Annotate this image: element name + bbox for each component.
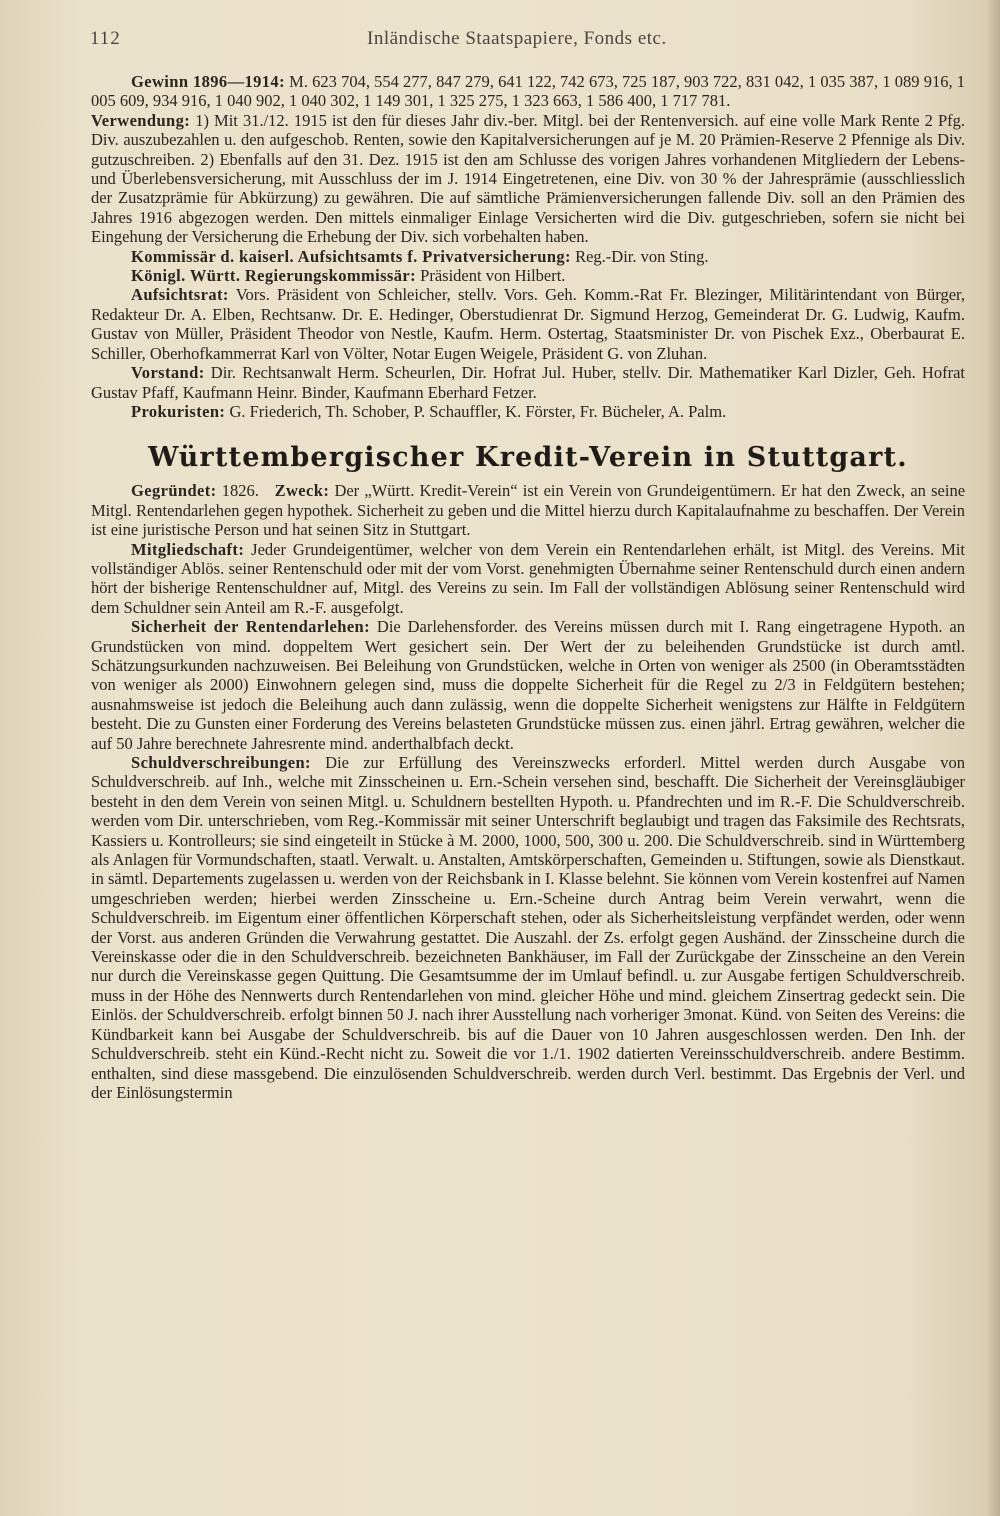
page-header	[90, 28, 970, 56]
vorstand-paragraph	[91, 363, 965, 402]
schuldverschreibungen-label: Schuldverschreibungen:	[131, 753, 311, 772]
schuldverschreibungen-text: Die zur Erfüllung des Vereinszwecks erforderl. Mittel werden durch Ausgabe von Schuldverschreib. auf Inh., welche mit Zinsscheinen u. Ern.-Schein versehen sind, beschafft. Die Sicherheit der Vereinsgläubiger besteht in den dem Verein von seinen Mitgl. u. Schuldnern bestellten Hypoth. u. Pfandrechten und im R.-F. Die Schuldverschreib. werden vom Dir. unterschrieben, vom Reg.-Kommissär mit seiner Unterschrift beglaubigt und tragen das Faksimile des Rechtsrats, Kassiers u. Kontrolleurs; sie sind eingeteilt in Stücke à M. 2000, 1000, 500, 300 u. 200. Die Schuldverschreib. sind in Württemberg als Anlagen für Vormundschaften, staatl. Verwalt. u. Anstalten, Amtskörperschaften, Gemeinden u. Stiftungen, sowie als Dienstkaut. in sämtl. Departements zugelassen u. werden von der Reichsbank in I. Klasse belehnt. Sie können vom Verein kostenfrei auf Namen umgeschrieben werden; hierbei werden Zinsscheine u. Ern.-Scheine durch Antrag beim Verein verwahrt, wenn die Schuldverschreib. im Eigentum einer öffentlichen Körperschaft stehen, oder als Sicherheitsleistung verpfändet werden, oder wenn der Vorst. aus anderen Gründen die Verwahrung gestattet. Die Auszahl. der Zs. erfolgt gegen Aushänd. der Zinsscheine durch die Vereinskasse oder die in den Schuldverschreib. bezeichneten Bankhäuser, im Fall der Zurückgabe der Zinsscheine an den Verein nur durch die Vereinskasse gegen Quittung. Die Gesamtsumme der im Umlauf befindl. u. zur Ausgabe fertigen Schuldverschreib. muss in der Höhe des Nennwerts durch Rentendarlehen von mind. gleicher Höhe und mind. gleichem Zinsertrag gedeckt sein. Die Einlös. der Schuldverschreib. erfolgt binnen 50 J. nach ihrer Ausstellung nach vorheriger 3monat. Künd. von Seiten des Vereins: die Kündbarkeit kann bei Ausgabe der Schuldverschreib. bis auf die Dauer von 10 Jahren ausgeschlossen werden. Den Inh. der Schuldverschreib. steht ein Künd.-Recht nicht zu. Soweit die vor 1./1. 1902 datierten Vereinsschuldverschreib. andere Bestimm. enthalten, sind diese massgebend. Die einzulösenden Schuldverschreib. werden durch Verl. bestimmt. Das Ergebnis der Verl. und der Einlösungstermin	[91, 753, 966, 1102]
zweck-text: Der „Württ. Kredit-Verein“ ist ein Verein von Grundeigentümern. Er hat den Zweck, an seine Mitgl. Rentendarlehen gegen hypothek. Sicherheit zu geben und die Mittel hierzu durch Kapitalaufnahme zu beschaffen. Der Verein ist eine juristische Person und hat seinen Sitz in Stuttgart.	[91, 481, 966, 540]
verwendung-paragraph	[91, 111, 965, 247]
prokuristen-paragraph	[91, 402, 965, 421]
vorstand-text: Dir. Rechtsanwalt Herm. Scheurlen, Dir. Hofrat Jul. Huber, stellv. Dir. Mathematiker Karl Dizler, Geh. Hofrat Gustav Pfaff, Kaufmann Heinr. Binder, Kaufmann Eberhard Fetzer.	[91, 363, 965, 402]
sicherheit-paragraph	[91, 617, 965, 753]
kommissaer-text: Reg.-Dir. von Sting.	[575, 246, 709, 266]
gewinn-paragraph	[91, 72, 965, 111]
prokuristen-text: G. Friederich, Th. Schober, P. Schauffler, K. Förster, Fr. Bücheler, A. Palm.	[229, 401, 727, 421]
koenigl-label: Königl. Württ. Regierungskommissär:	[131, 266, 417, 286]
kommissaer-paragraph	[91, 247, 965, 266]
koenigl-text: Präsident von Hilbert.	[420, 266, 566, 286]
page-edge-shadow	[986, 0, 1000, 1516]
aufsichtsrat-paragraph	[91, 285, 965, 363]
running-head: Inländische Staatspapiere, Fonds etc.	[367, 28, 667, 49]
prokuristen-label: Prokuristen:	[131, 401, 226, 421]
sicherheit-text: Die Darlehensforder. des Vereins müssen durch mit I. Rang eingetragene Hypoth. an Grundstücken von mind. doppeltem Wert gesichert sein. Der Wert der zu beleihenden Grundstücke ist durch amtl. Schätzungsurkunden nachzuweisen. Bei Beleihung von Grundstücken, welche in Orten von weniger als 2500 (in Oberamtsstädten von weniger als 2000) Einwohnern gelegen sind, muss die doppelte Sicherheit für die Regel zu 2/3 in Feldgütern bestehen; ausnahmsweise ist jedoch die Beleihung auch dann zulässig, wenn die doppelte Sicherheit wenigstens zur Hälfte in Feldgütern besteht. Die zu Gunsten einer Forderung des Vereins belasteten Grundstücke müssen zus. einen jährl. Ertrag gewähren, welcher die auf 50 Jahre berechnete Jahresrente mind. anderthalbfach deckt.	[91, 617, 965, 753]
page-number: 112	[90, 28, 121, 49]
verwendung-label: Verwendung:	[91, 110, 191, 130]
koenigl-paragraph	[91, 266, 965, 285]
page-body	[91, 72, 965, 1102]
section-title: Württembergischer Kredit-Verein in Stuttgart.	[148, 442, 908, 474]
kommissaer-label: Kommissär d. kaiserl. Aufsichtsamts f. Privatversicherung:	[131, 246, 571, 266]
vorstand-label: Vorstand:	[131, 363, 205, 383]
gewinn-label: Gewinn 1896—1914:	[131, 72, 285, 91]
sicherheit-label: Sicherheit der Rentendarlehen:	[131, 617, 371, 637]
zweck-label: Zweck:	[274, 481, 330, 501]
aufsichtsrat-label: Aufsichtsrat:	[131, 285, 229, 305]
schuldverschreibungen-paragraph	[91, 753, 965, 1102]
gegruendet-paragraph	[91, 481, 965, 539]
gegruendet-text: 1826.	[221, 481, 259, 501]
gegruendet-label: Gegründet:	[131, 481, 217, 501]
verwendung-text: 1) Mit 31./12. 1915 ist den für dieses Jahr div.-ber. Mitgl. bei der Rentenversich. auf eine volle Mark Rente 2 Pfg. Div. auszubezahlen u. den aufgeschob. Renten, sowie den Kapitalversicherungen auf je M. 20 Prämien-Reserve 2 Pfennige als Div. gutzuschreiben. 2) Ebenfalls auf den 31. Dez. 1915 ist den am Schlusse des vorigen Jahres vorhandenen Mitgliedern der Lebens- und Überlebensversicherung, mit Ausschluss der im J. 1914 Eingetretenen, eine Div. von 30 % der Jahresprämie (ausschliesslich der Zusatzprämie für Abkürzung) zu gewähren. Die auf sämtliche Prämienversicherungen fallende Div. soll an den Prämien des Jahres 1916 abgezogen werden. Den mittels einmaliger Einlage Versicherten wird die Div. gutgeschrieben, sofern sie nicht bei Eingehung der Versicherung die Erhebung der Div. sich vorbehalten haben.	[91, 110, 965, 247]
mitgliedschaft-label: Mitgliedschaft:	[131, 539, 245, 559]
mitgliedschaft-text: Jeder Grundeigentümer, welcher von dem Verein ein Rentendarlehen erhält, ist Mitgl. des Vereins. Mit vollständiger Ablös. seiner Rentenschuld oder mit der vom Vorst. genehmigten Übernahme seiner Rentenschuld durch einen andern hört der bisherige Rentenschuldner auf, Mitgl. des Vereins zu sein. Im Fall der vollständigen Ablösung seiner Rentenschuld wird dem Schuldner sein Anteil am R.-F. ausgefolgt.	[91, 539, 965, 617]
aufsichtsrat-text: Vors. Präsident von Schleicher, stellv. Vors. Geh. Komm.-Rat Fr. Blezinger, Militärintendant von Bürger, Redakteur Dr. A. Elben, Rechtsanw. Dr. E. Hedinger, Oberstudienrat Dr. Sigmund Herzog, Gemeinderat Dr. G. Ludwig, Kaufm. Gustav von Müller, Präsident Theodor von Nestle, Kaufm. Herm. Ostertag, Staatsminister Dr. von Pischek Exz., Oberbaurat E. Schiller, Oberhofkammerrat Karl von Völter, Notar Eugen Weigele, Präsident G. von Zluhan.	[91, 285, 965, 363]
mitgliedschaft-paragraph	[91, 540, 965, 618]
gewinn-text: M. 623 704, 554 277, 847 279, 641 122, 742 673, 725 187, 903 722, 831 042, 1 035 387, 1 089 916, 1 005 609, 934 916, 1 040 902, 1 040 302, 1 149 301, 1 325 275, 1 323 663, 1 586 400, 1 717 781.	[91, 72, 966, 111]
